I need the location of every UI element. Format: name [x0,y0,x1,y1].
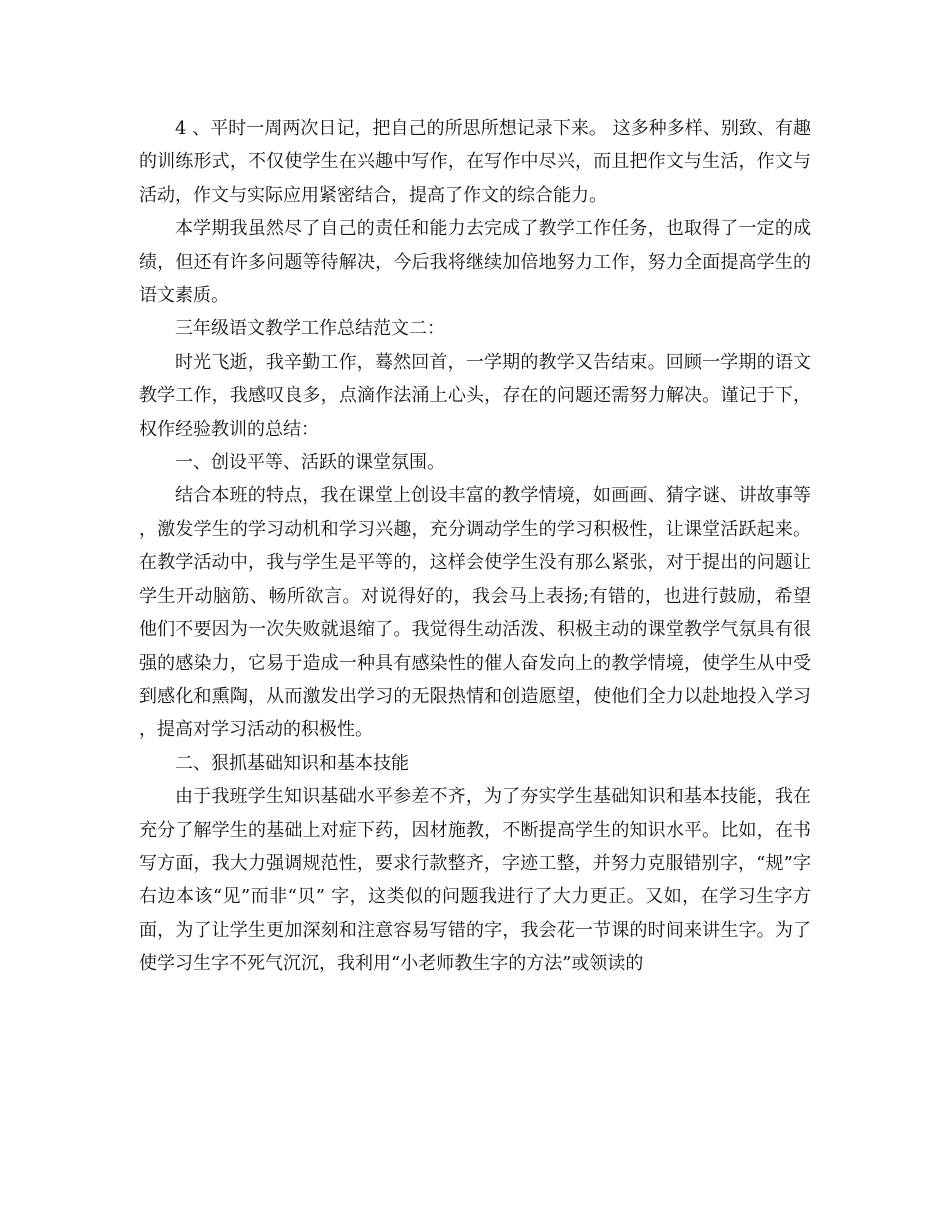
paragraph-semester-review: 时光飞逝，我辛勤工作，蓦然回首，一学期的教学又告结束。回顾一学期的语文教学工作，我感叹良多，点滴作法涌上心头，存在的问题还需努力解决。谨记于下，权作经验教训的总结： [139,351,811,440]
paragraph-diary-practice: 4 、平时一周两次日记，把自己的所思所想记录下来。 这多种多样、别致、有趣的训练形式，不仅使学生在兴趣中写作，在写作中尽兴，而且把作文与生活，作文与活动，作文与实际应用紧密结合，提高了作文的综合能力。 [139,118,811,206]
paragraph-semester-reflection: 本学期我虽然尽了自己的责任和能力去完成了教学工作任务，也取得了一定的成绩，但还有许多问题等待解决，今后我将继续加倍地努力工作，努力全面提高学生的语文素质。 [139,218,811,307]
document-body [139,112,811,981]
paragraph-classroom-atmosphere: 结合本班的特点，我在课堂上创设丰富的教学情境，如画画、猜字谜、讲故事等，激发学生的学习动机和学习兴趣，充分调动学生的学习积极性，让课堂活跃起来。在教学活动中，我与学生是平等的，这样会使学生没有那么紧张，对于提出的问题让学生开动脑筋、畅所欲言。对说得好的，我会马上表扬;有错的，也进行鼓励，希望他们不要因为一次失败就退缩了。我觉得生动活泼、积极主动的课堂教学气氛具有很强的感染力，它易于造成一种具有感染性的催人奋发向上的教学情境，使学生从中受到感化和熏陶，从而激发出学习的无限热情和创造愿望，使他们全力以赴地投入学习，提高对学习活动的积极性。 [139,485,811,741]
heading-basic-skills: 二、狠抓基础知识和基本技能 [175,752,409,774]
heading-classroom-atmosphere: 一、创设平等、活跃的课堂氛围。 [175,452,445,474]
section-title-sample-two: 三年级语文教学工作总结范文二： [175,318,445,340]
paragraph-basic-skills: 由于我班学生知识基础水平参差不齐，为了夯实学生基础知识和基本技能，我在充分了解学生的基础上对症下药，因材施教，不断提高学生的知识水平。比如，在书写方面，我大力强调规范性，要求行款整齐，字迹工整，并努力克服错别字，“规”字右边本该“见”而非“贝” 字，这类似的问题我进行了大力更正。又如，在学习生字方面，为了让学生更加深刻和注意容易写错的字，我会花一节课的时间来讲生字。为了使学习生字不死气沉沉，我利用“小老师教生字的方法”或领读的 [139,786,811,975]
